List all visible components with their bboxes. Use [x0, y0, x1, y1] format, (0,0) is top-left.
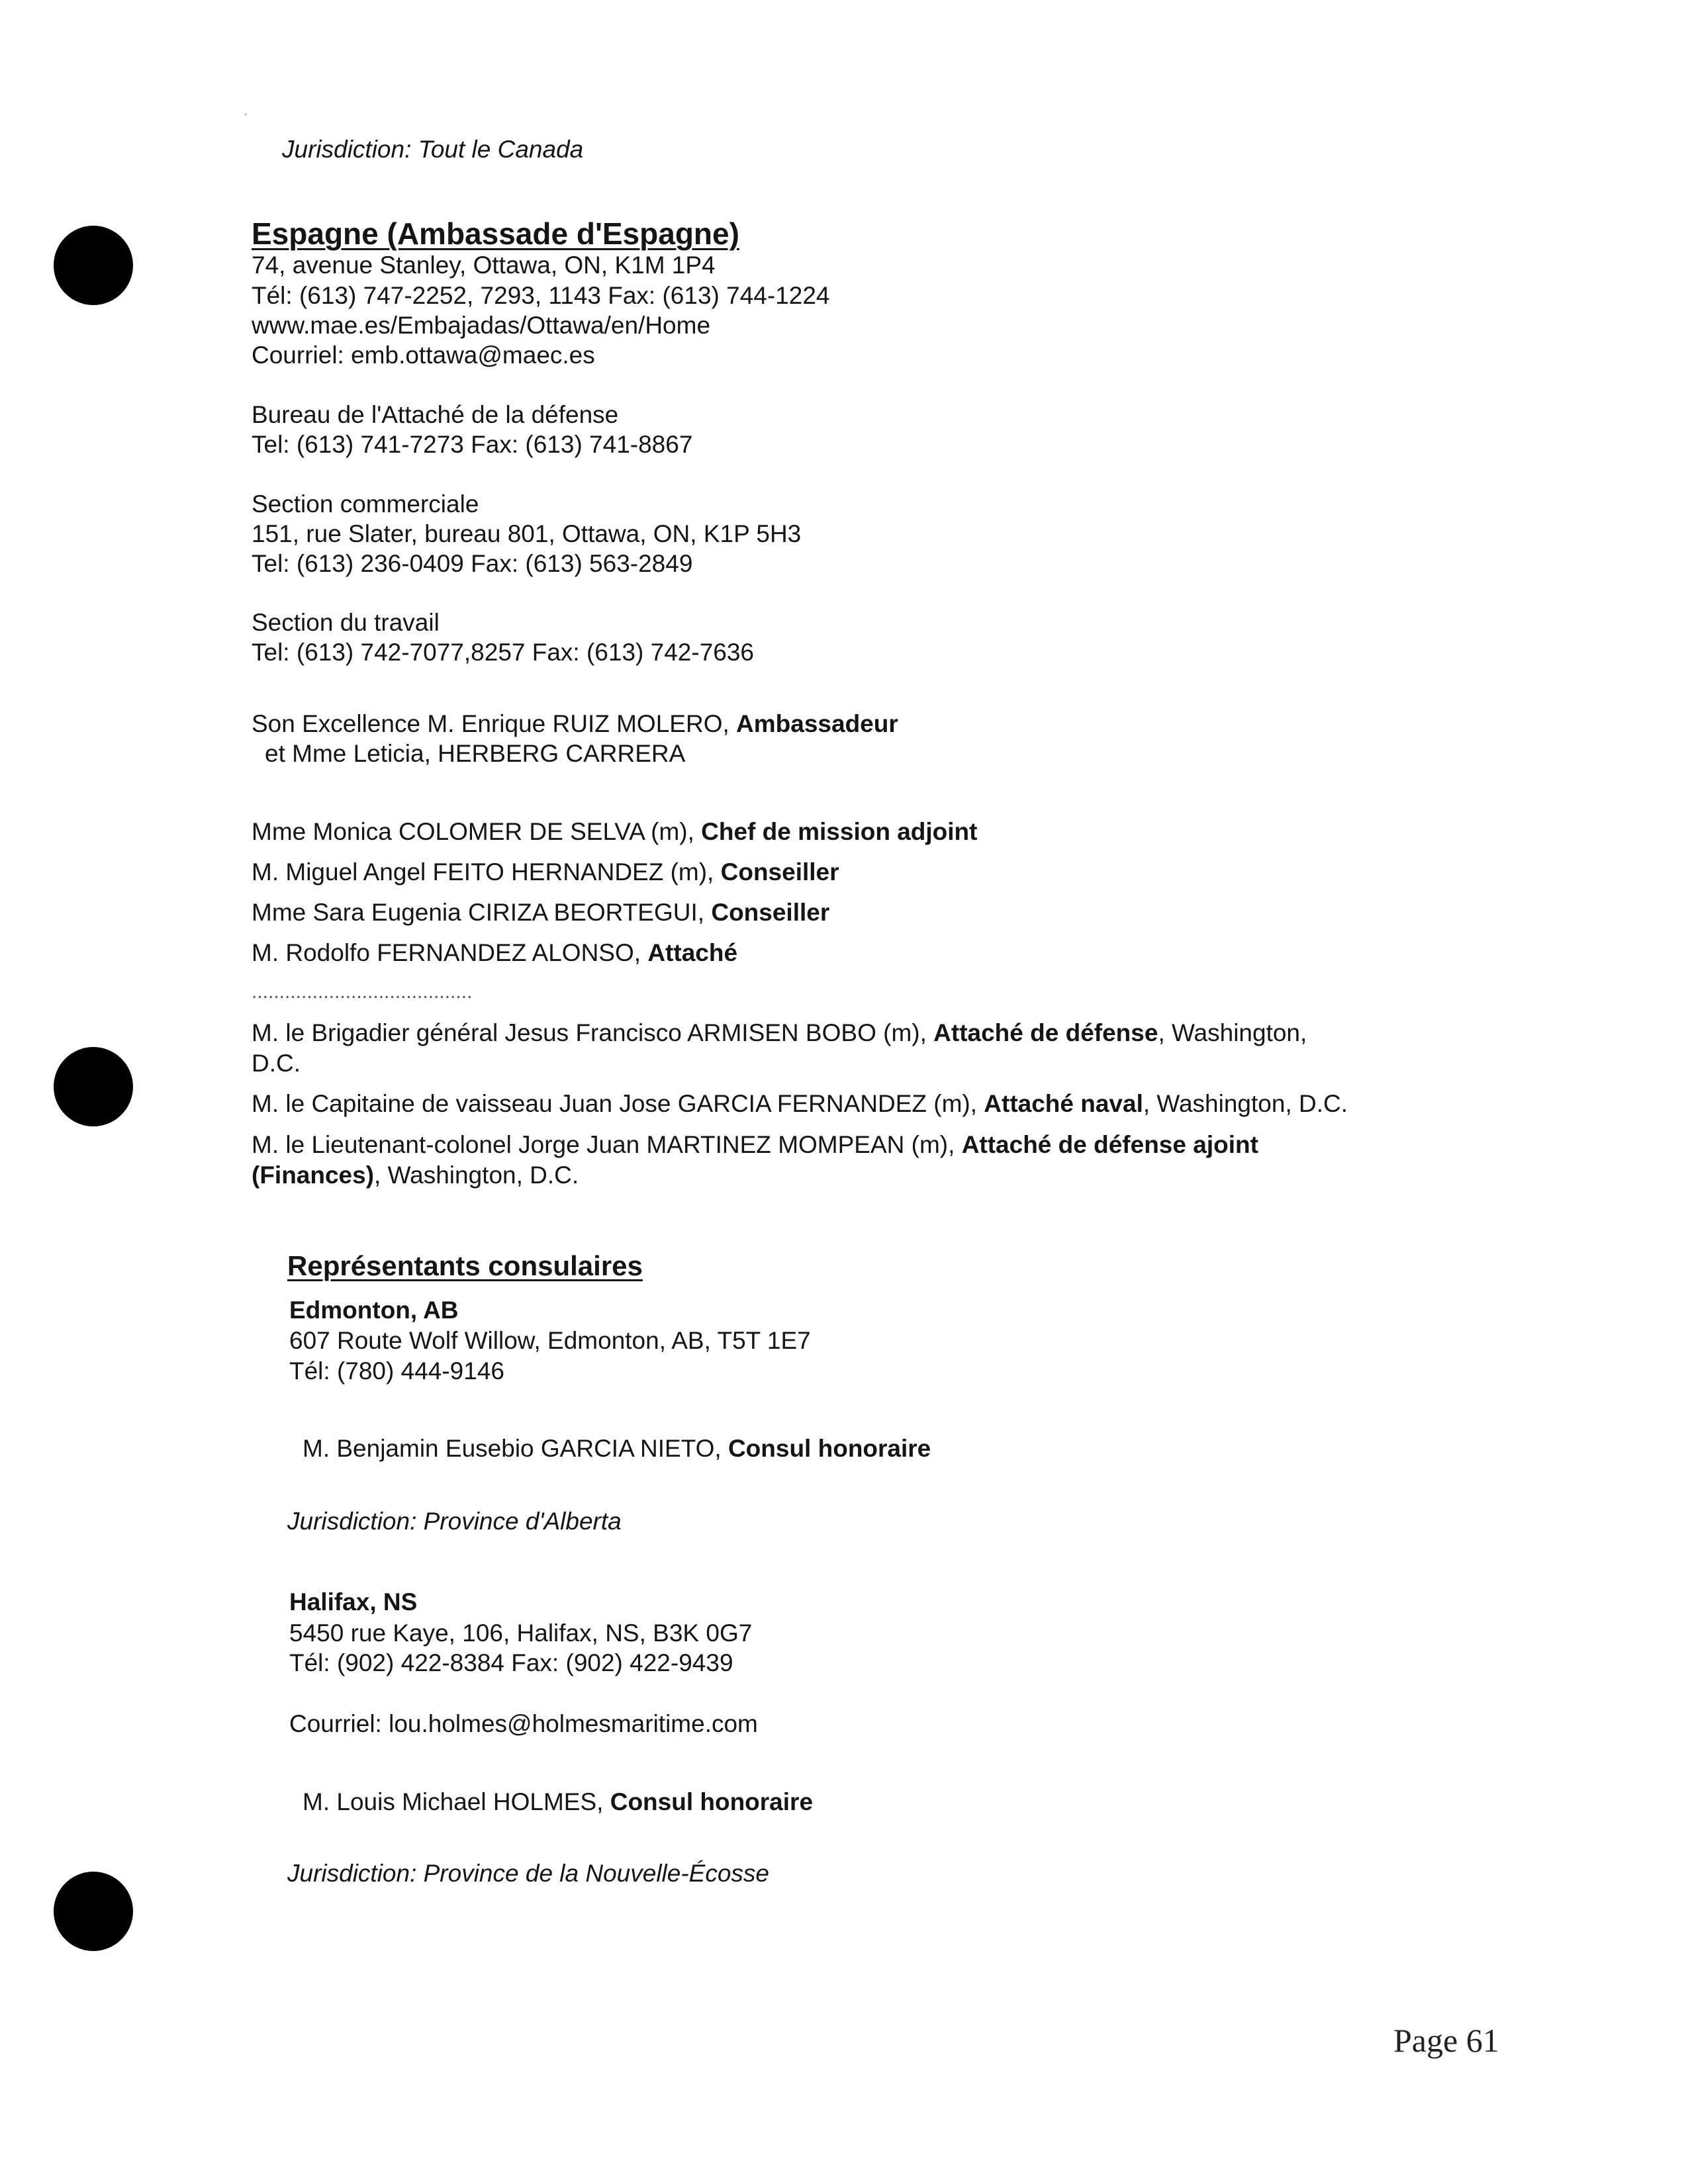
staff-row [252, 817, 977, 846]
commercial-section-address: 151, rue Slater, bureau 801, Ottawa, ON, K1P 5H3 [252, 520, 802, 547]
staff-row [252, 857, 839, 887]
commercial-section-phone: Tel: (613) 236-0409 Fax: (613) 563-2849 [252, 550, 693, 577]
attache-title: Attaché de défense ajoint [961, 1131, 1258, 1158]
ambassador-spouse: et Mme Leticia, HERBERG CARRERA [265, 740, 686, 767]
embassy-email[interactable]: Courriel: emb.ottawa@maec.es [252, 341, 595, 369]
commercial-section-name: Section commerciale [252, 490, 479, 518]
consul-name: M. Benjamin Eusebio GARCIA NIETO, [303, 1435, 722, 1462]
scan-speck [245, 114, 246, 115]
attache-location-cont: D.C. [252, 1050, 301, 1077]
attache-location: , Washington, D.C. [1143, 1090, 1348, 1117]
punch-hole-top [54, 226, 133, 305]
punch-hole-bottom [54, 1872, 133, 1951]
attache-title: Attaché de défense [933, 1019, 1158, 1046]
attache-row [252, 1130, 1258, 1160]
page-number: Page 61 [1393, 2022, 1499, 2059]
staff-title: Conseiller [720, 858, 839, 886]
dotted-separator: ........................................ [252, 981, 473, 1003]
labour-section-phone: Tel: (613) 742-7077,8257 Fax: (613) 742-7636 [252, 639, 755, 666]
halifax-email[interactable]: Courriel: lou.holmes@holmesmaritime.com [289, 1710, 758, 1737]
ambassador [252, 709, 898, 739]
edmonton-address: 607 Route Wolf Willow, Edmonton, AB, T5T 1E7 [289, 1327, 811, 1354]
halifax-address: 5450 rue Kaye, 106, Halifax, NS, B3K 0G7 [289, 1619, 753, 1647]
jurisdiction-canada: Jurisdiction: Tout le Canada [282, 136, 584, 163]
attache-name: M. le Lieutenant-colonel Jorge Juan MARTINEZ MOMPEAN (m), [252, 1131, 955, 1158]
attache-name: M. le Capitaine de vaisseau Juan Jose GARCIA FERNANDEZ (m), [252, 1090, 977, 1117]
attache-row-cont [252, 1160, 579, 1190]
edmonton-city: Edmonton, AB [289, 1297, 459, 1324]
staff-title: Chef de mission adjoint [701, 818, 978, 845]
staff-name: Mme Sara Eugenia CIRIZA BEORTEGUI, [252, 899, 705, 926]
edmonton-jurisdiction: Jurisdiction: Province d'Alberta [287, 1508, 622, 1535]
staff-name: M. Rodolfo FERNANDEZ ALONSO, [252, 939, 641, 966]
embassy-heading: Espagne (Ambassade d'Espagne) [252, 216, 739, 251]
ambassador-title: Ambassadeur [736, 710, 898, 737]
staff-title: Conseiller [711, 899, 830, 926]
staff-name: Mme Monica COLOMER DE SELVA (m), [252, 818, 694, 845]
halifax-jurisdiction: Jurisdiction: Province de la Nouvelle-Écosse [287, 1860, 770, 1887]
staff-row [252, 938, 737, 968]
consul-name: M. Louis Michael HOLMES, [303, 1788, 604, 1815]
edmonton-consul [303, 1433, 931, 1463]
staff-row [252, 897, 829, 927]
embassy-website[interactable]: www.mae.es/Embajadas/Ottawa/en/Home [252, 312, 711, 339]
edmonton-phone: Tél: (780) 444-9146 [289, 1357, 504, 1385]
embassy-address: 74, avenue Stanley, Ottawa, ON, K1M 1P4 [252, 251, 716, 279]
attache-location: , Washington, [1158, 1019, 1307, 1046]
attache-row [252, 1018, 1307, 1048]
halifax-consul [303, 1787, 813, 1817]
halifax-phone: Tél: (902) 422-8384 Fax: (902) 422-9439 [289, 1649, 733, 1676]
consul-title: Consul honoraire [727, 1435, 931, 1462]
embassy-phone: Tél: (613) 747-2252, 7293, 1143 Fax: (613) 744-1224 [252, 282, 830, 309]
staff-name: M. Miguel Angel FEITO HERNANDEZ (m), [252, 858, 714, 886]
halifax-city: Halifax, NS [289, 1588, 418, 1615]
defense-office-name: Bureau de l'Attaché de la défense [252, 401, 619, 428]
attache-location: , Washington, D.C. [374, 1161, 579, 1189]
attache-name: M. le Brigadier général Jesus Francisco ARMISEN BOBO (m), [252, 1019, 927, 1046]
defense-office-phone: Tel: (613) 741-7273 Fax: (613) 741-8867 [252, 431, 693, 458]
attache-title: Attaché naval [984, 1090, 1143, 1117]
consul-title: Consul honoraire [610, 1788, 814, 1815]
attache-row [252, 1089, 1348, 1118]
attache-title-cont: (Finances) [252, 1161, 375, 1189]
punch-hole-middle [54, 1047, 133, 1126]
staff-title: Attaché [647, 939, 738, 966]
consular-heading: Représentants consulaires [287, 1250, 643, 1281]
labour-section-name: Section du travail [252, 609, 440, 636]
ambassador-name: Son Excellence M. Enrique RUIZ MOLERO, [252, 710, 729, 737]
